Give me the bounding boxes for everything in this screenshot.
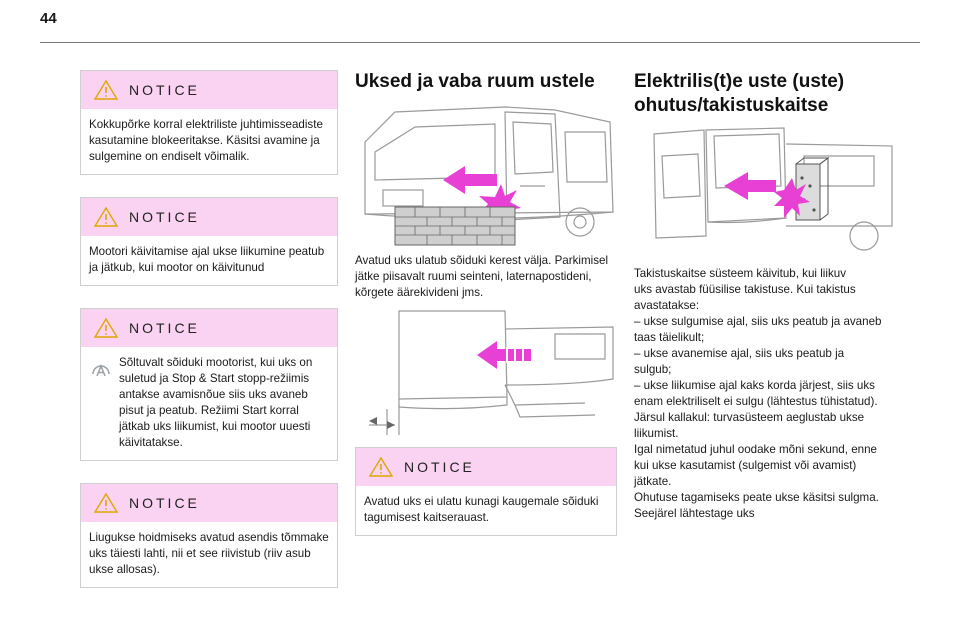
notice-text: Sõltuvalt sõiduki mootorist, kui uks on suletud ja Stop & Start stopp-režiimis antakse avamisnõue siis uks avaneb pisut ja peatub. Režiimi Start korral jätkab uks liikumist, kui mootor uuesti käivitatakse. — [119, 356, 313, 449]
notice-header — [81, 484, 337, 522]
text-line: taas täielikult; — [634, 331, 705, 344]
notice-header — [81, 198, 337, 236]
section-title-line: ohutus/takistuskaitse — [634, 95, 829, 116]
text-line: sulgub; — [634, 363, 672, 376]
notice-text: Kokkupõrke korral elektriliste juhtimisseadiste kasutamine blokeeritakse. Käsitsi avamine ja sulgemine on endiselt võimalik. — [89, 118, 323, 163]
section-title-line: Elektrilis(t)e uste (uste) — [634, 71, 845, 92]
column-1 — [80, 70, 338, 610]
warning-triangle-icon — [93, 206, 119, 228]
notice-box — [80, 308, 338, 461]
text-line: Takistuskaitse süsteem käivitub, kui liikuv — [634, 267, 846, 280]
notice-header — [81, 309, 337, 347]
obstacle-protection-text — [634, 266, 924, 522]
notice-title: NOTICE — [129, 320, 200, 336]
text-line: kui ukse kasutamist (sulgemist või avamist) — [634, 459, 857, 472]
header-rule — [40, 42, 920, 43]
text-line: – ukse sulgumise ajal, siis uks peatub ja avaneb — [634, 315, 882, 328]
text-line: Ohutuse tagamiseks peate ukse käsitsi sulgma. — [634, 491, 879, 504]
text-line: Igal nimetatud juhul oodake mõni sekund, enne — [634, 443, 877, 456]
van-sliding-door-obstacle-illustration — [634, 126, 896, 256]
warning-triangle-icon — [93, 317, 119, 339]
warning-triangle-icon — [368, 456, 394, 478]
column-3 — [634, 70, 924, 522]
column-2 — [355, 70, 617, 558]
notice-box — [80, 197, 338, 286]
auto-mode-icon — [89, 359, 113, 383]
text-line: Seejärel lähtestage uks — [634, 507, 755, 520]
warning-triangle-icon — [93, 492, 119, 514]
text-line: – ukse avanemise ajal, siis uks peatub ja — [634, 347, 845, 360]
notice-title: NOTICE — [129, 82, 200, 98]
notice-header — [81, 71, 337, 109]
notice-title: NOTICE — [129, 495, 200, 511]
warning-triangle-icon — [93, 79, 119, 101]
notice-box — [80, 70, 338, 175]
notice-text: Mootori käivitamise ajal ukse liikumine peatub ja jätkub, kui mootor on käivitunud — [89, 245, 325, 274]
notice-text: Avatud uks ei ulatu kunagi kaugemale sõiduki tagumisest kaitserauast. — [364, 495, 599, 524]
section-title — [634, 70, 924, 118]
notice-box — [80, 483, 338, 588]
notice-box — [355, 447, 617, 536]
text-line: enam elektriliselt ei sulgu (lähtestus tühistatud). — [634, 395, 878, 408]
door-clearance-paragraph: Avatud uks ulatub sõiduki kerest välja. Parkimisel jätke piisavalt ruumi seinteni, laternapostideni, kõrgete äärekivideni jms. — [355, 254, 609, 299]
van-side-door-bumper-illustration — [355, 309, 617, 439]
notice-header — [356, 448, 616, 486]
notice-title: NOTICE — [129, 209, 200, 225]
van-rear-door-wall-illustration — [355, 102, 617, 247]
section-title: Uksed ja vaba ruum ustele — [355, 71, 595, 92]
text-line: liikumist. — [634, 427, 679, 440]
page-number: 44 — [40, 10, 57, 27]
text-line: jätkate. — [634, 475, 672, 488]
text-line: uks avastab füüsilise takistuse. Kui takistus — [634, 283, 856, 296]
text-line: Järsul kallakul: turvasüsteem aeglustab ukse — [634, 411, 865, 424]
notice-title: NOTICE — [404, 459, 475, 475]
text-line: avastatakse: — [634, 299, 700, 312]
text-line: – ukse liikumise ajal kaks korda järjest, siis uks — [634, 379, 875, 392]
notice-text: Liugukse hoidmiseks avatud asendis tõmmake uks täiesti lahti, nii et see riivistub (riiv asub ukse allosas). — [89, 531, 329, 576]
